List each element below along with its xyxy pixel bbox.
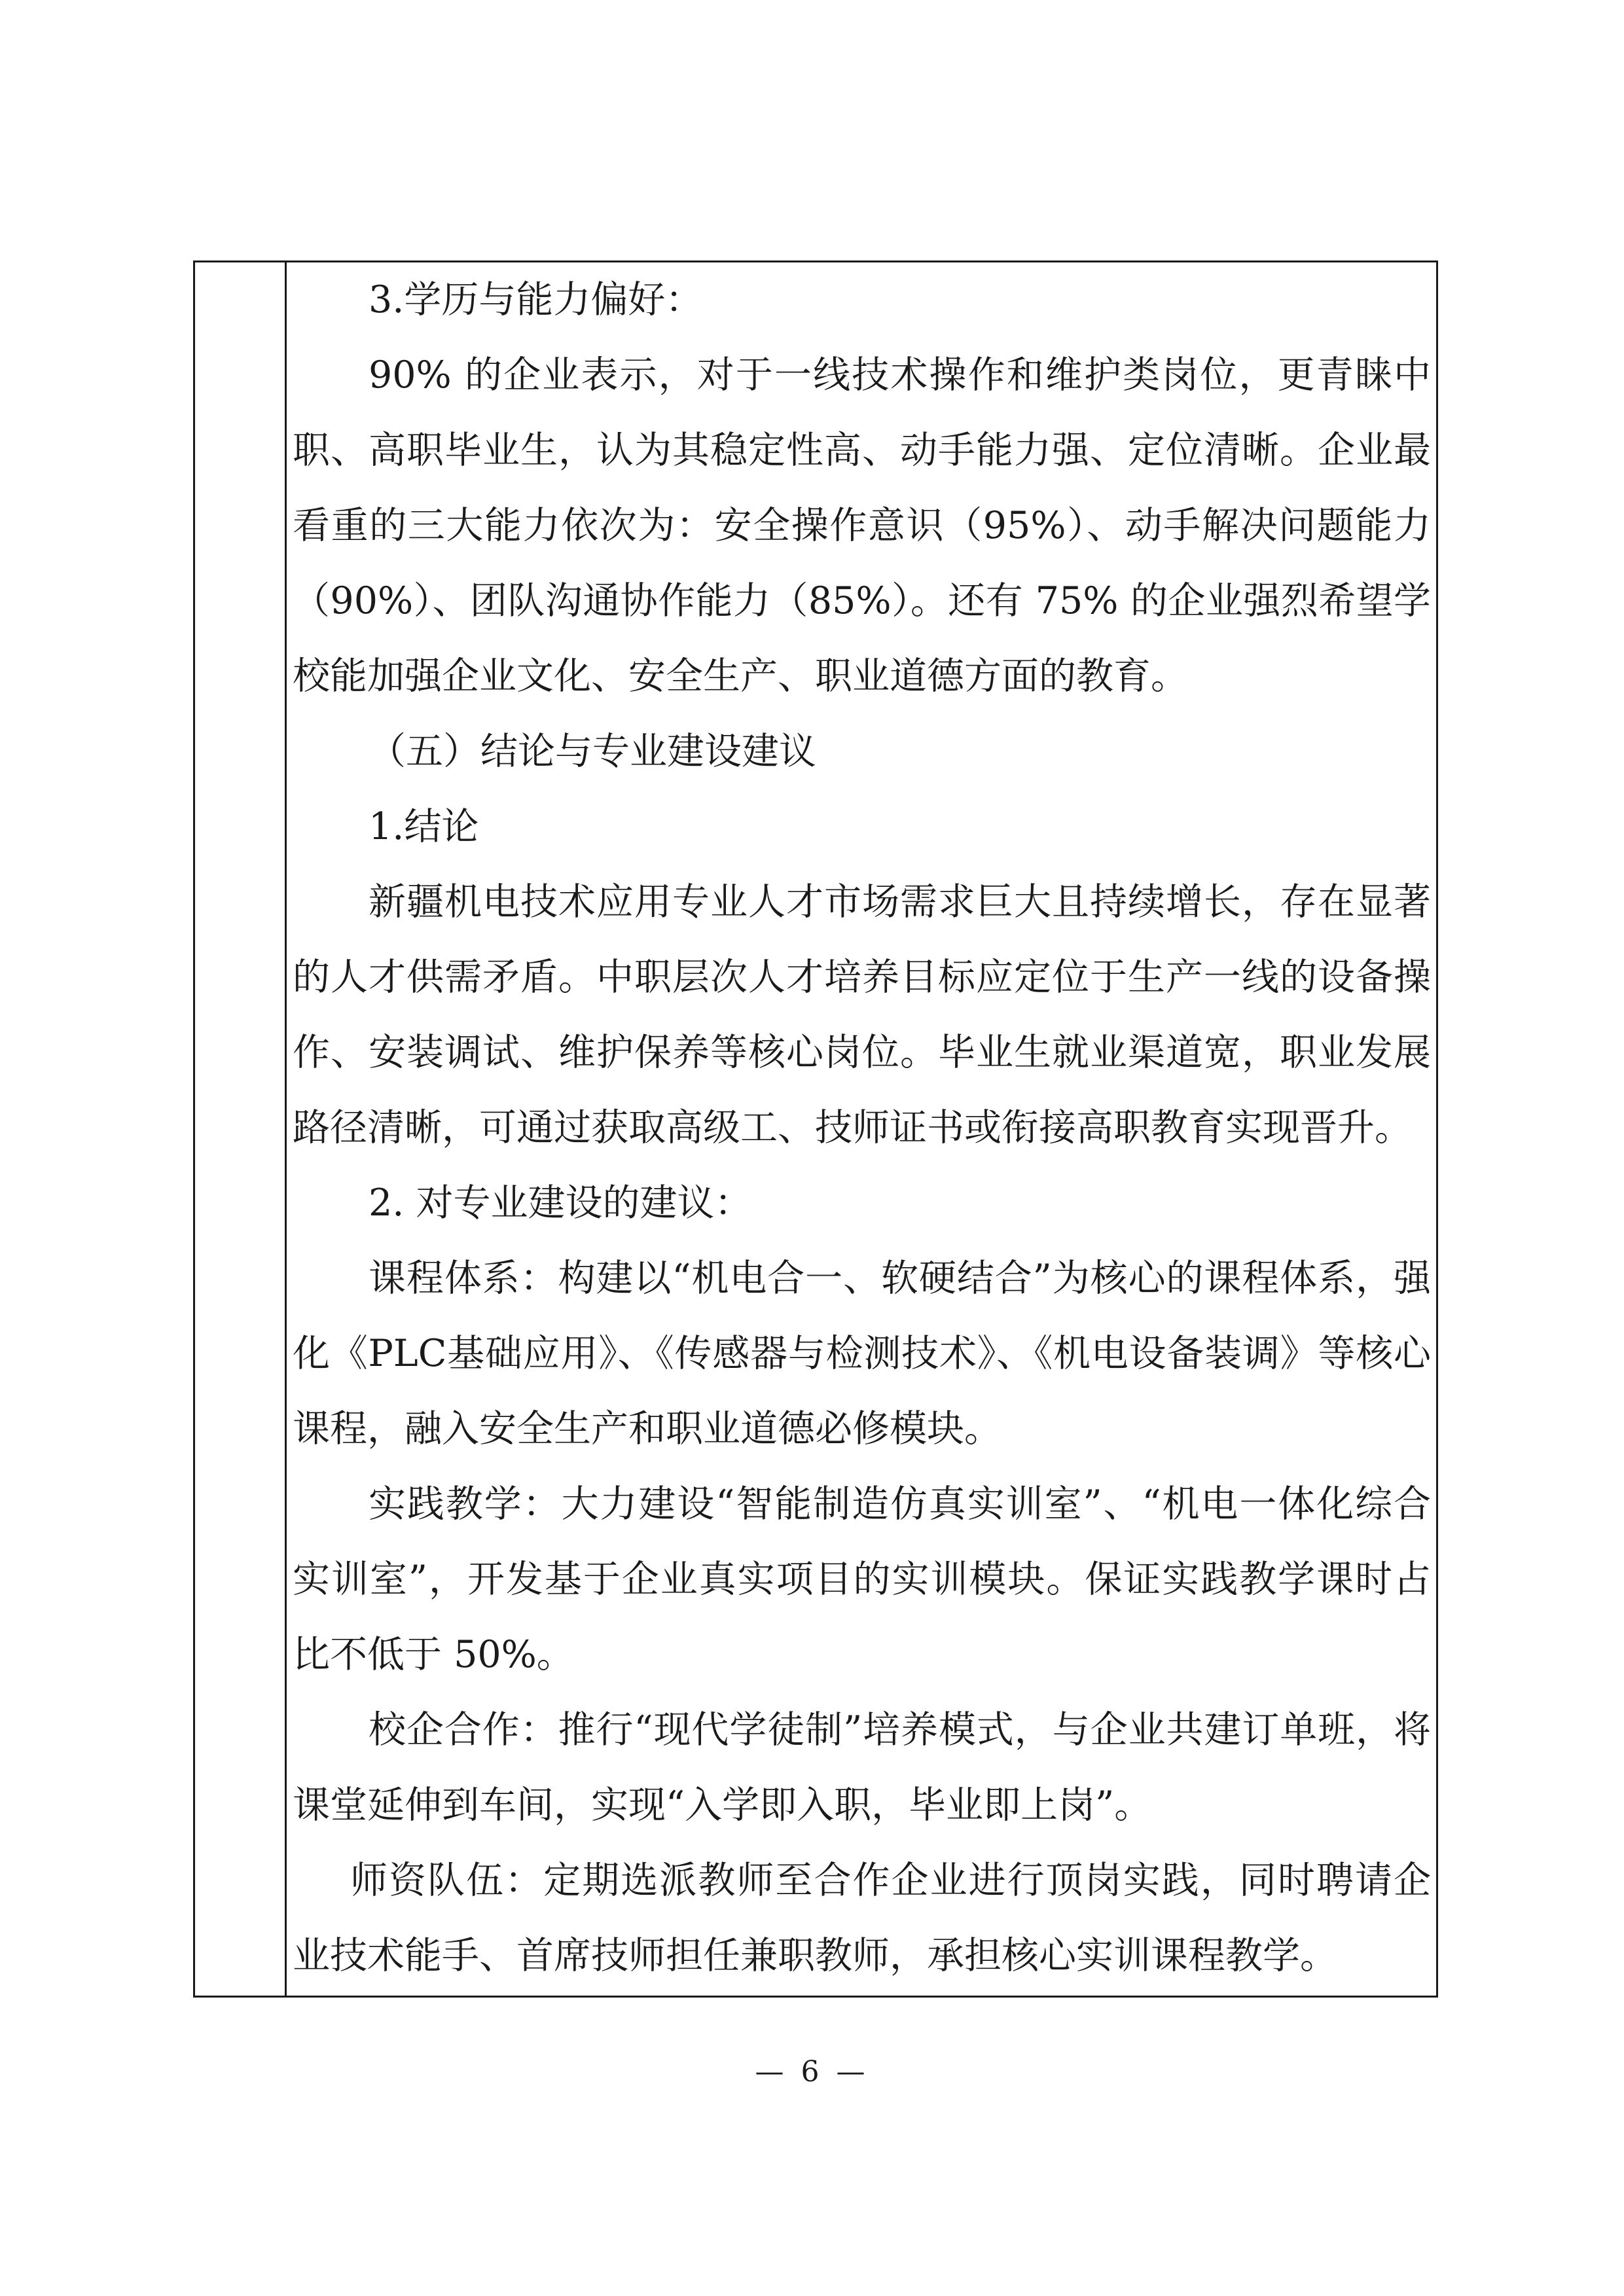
paragraph-curriculum: 课程体系：构建以“机电合一、软硬结合”为核心的课程体系，强化《PLC基础应用》、《传感器与检测技术》、《机电设备装调》等核心课程，融入安全生产和职业道德必修模块。 [293, 1257, 1431, 1450]
paragraph-practice-teaching: 实践教学：大力建设“智能制造仿真实训室”、“机电一体化综合实训室”，开发基于企业真实项目的实训模块。保证实践教学课时占比不低于 50%。 [293, 1482, 1431, 1676]
paragraph-school-enterprise: 校企合作：推行“现代学徒制”培养模式，与企业共建订单班，将课堂延伸到车间，实现“入学即入职，毕业即上岗”。 [293, 1708, 1431, 1827]
subheading-conclusion: 1.结论 [369, 805, 479, 848]
page-number: — 6 — [755, 2055, 869, 2089]
subheading-suggestions: 2. 对专业建设的建议： [369, 1181, 752, 1225]
table-content-cell [289, 262, 1436, 1994]
content-table [193, 260, 1438, 1998]
paragraph-teaching-staff: 师资队伍：定期选派教师至合作企业进行顶岗实践，同时聘请企业技术能手、首席技师担任兼职教师，承担核心实训课程教学。 [293, 1859, 1431, 1977]
heading-education-preference: 3.学历与能力偏好： [369, 278, 703, 321]
paragraph-conclusion: 新疆机电技术应用专业人才市场需求巨大且持续增长，存在显著的人才供需矛盾。中职层次人才培养目标应定位于生产一线的设备操作、安装调试、维护保养等核心岗位。毕业生就业渠道宽，职业发展路径清晰，可通过获取高级工、技师证书或衔接高职教育实现晋升。 [293, 880, 1431, 1149]
section-heading-conclusion: （五）结论与专业建设建议 [369, 730, 816, 773]
paragraph-enterprise-preference: 90% 的企业表示，对于一线技术操作和维护类岗位，更青睐中职、高职毕业生，认为其稳定性高、动手能力强、定位清晰。企业最看重的三大能力依次为：安全操作意识（95%）、动手解决问题能力（90%）、团队沟通协作能力（85%）。还有 75% 的企业强烈希望学校能加强企业文化、安全生产、职业道德方面的教育。 [293, 353, 1431, 698]
table-left-column [195, 262, 287, 1996]
